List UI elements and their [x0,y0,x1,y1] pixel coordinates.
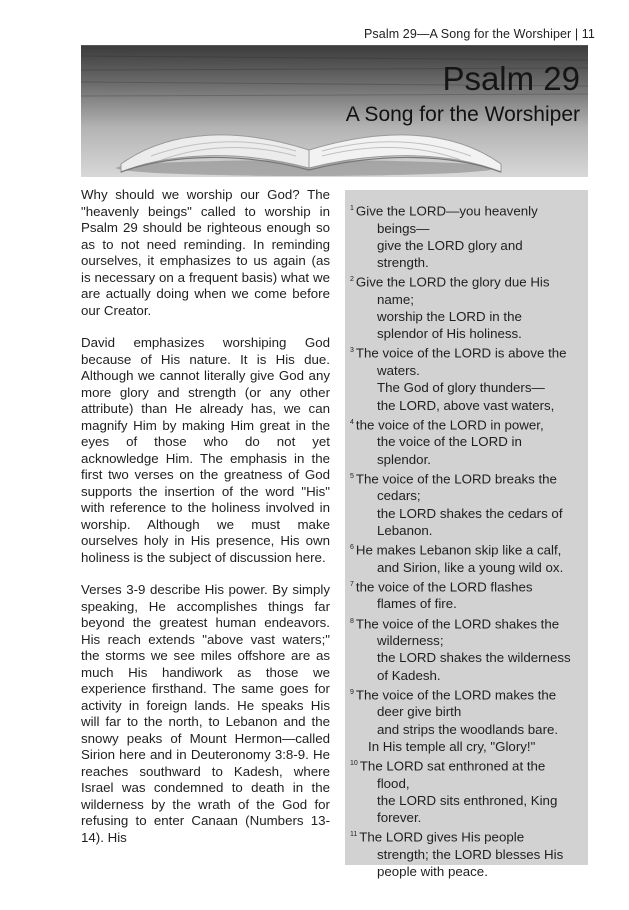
psalm-verses [350,200,586,880]
psalm-line [350,237,586,254]
psalm-line [350,684,586,704]
verse-text: Lebanon. [377,522,433,538]
psalm-line [350,220,586,237]
commentary-paragraph: Verses 3-9 describe His power. By simply speaking, He accomplishes things far beyond the greatest human endeavors. His reach extends "above vast waters;" the storms we see miles offshore are as much His handiwork as those we experience firsthand. The same goes for activity in foreign lands. He speaks His will far to the north, to Lebanon and the snowy peaks of Mount Hermon—called Sirion here and in Deuteronomy 3:8-9. He reaches southward to Kadesh, where Israel was condemned to death in the wilderness by the wrath of the God for refusing to enter Canaan (Numbers 13-14). His [81,582,330,845]
psalm-line [350,613,586,633]
verse-text: worship the LORD in the [377,309,522,325]
verse-text: the voice of the LORD in power, [355,417,544,433]
page-subtitle: A Song for the Worshiper [345,103,580,126]
verse-text: splendor. [377,451,431,467]
psalm-line [350,414,586,434]
psalm-line [350,451,586,468]
psalm-line [350,539,586,559]
verse-text: splendor of His holiness. [377,326,522,342]
verse-text: the LORD, above vast waters, [377,397,555,413]
verse-text: waters. [377,363,420,379]
verse-number: 5 [350,472,354,480]
verse-text: wilderness; [377,633,444,649]
verse-text: the LORD shakes the cedars of [377,505,563,521]
psalm-line [350,846,586,863]
psalm-line [350,703,586,720]
psalm-line [350,826,586,846]
commentary-paragraph: David emphasizes worshiping God because of His nature. It is His due. Although we cannot literally give God any more glory and strength (or any other attribute) than He already has, we can magnify Him by making Him great in the eyes of those who do not yet acknowledge Him. The emphasis in the first two verses on the greatness of God supports the insertion of the word "His" with reference to the holiness involved in worship. Although we must make ourselves holy in His presence, His own holiness is the subject of discussion here. [81,335,330,565]
verse-text: The voice of the LORD breaks the [355,471,557,487]
verse-number: 4 [350,418,354,426]
verse-text: The LORD sat enthroned at the [359,758,546,774]
psalm-line [350,649,586,666]
psalm-line [350,362,586,379]
verse-text: name; [377,291,414,307]
psalm-line [350,522,586,539]
psalm-line [350,559,586,576]
psalm-line [350,775,586,792]
commentary-column [81,187,330,862]
psalm-line [350,667,586,684]
psalm-line [350,254,586,271]
psalm-line [350,271,586,291]
psalm-line [350,433,586,450]
psalm-line [350,632,586,649]
psalm-line [350,576,586,596]
verse-number: 8 [350,617,354,625]
psalm-line [350,755,586,775]
page-title: Psalm 29 [442,60,580,97]
psalm-line [350,325,586,342]
psalm-line [350,397,586,414]
verse-text: cedars; [377,488,421,504]
psalm-line [350,487,586,504]
verse-text: and strips the woodlands bare. [377,721,559,737]
running-head: Psalm 29—A Song for the Worshiper | 11 [363,27,595,41]
verse-text: the LORD sits enthroned, King [377,792,558,808]
verse-text: The God of glory thunders— [377,380,545,396]
verse-text: In His temple all cry, "Glory!" [368,738,536,754]
verse-number: 1 [350,205,354,212]
verse-text: the LORD shakes the wilderness [377,650,571,666]
psalm-line [350,308,586,325]
banner [81,46,588,177]
verse-text: The voice of the LORD makes the [355,687,557,703]
verse-text: and Sirion, like a young wild ox. [377,559,564,575]
commentary-paragraph: Why should we worship our God? The "heavenly beings" called to worship in Psalm 29 should be righteous enough so as to not need reminding. In reminding ourselves, it emphasizes to us again (as is necessary on a frequent basis) what we are actually doing when we come before our Creator. [81,187,330,318]
verse-text: The LORD gives His people [359,829,525,845]
verse-text: give the LORD glory and [377,237,523,253]
psalm-line [350,721,586,738]
verse-number: 11 [350,831,358,839]
verse-text: Give the LORD—you heavenly [355,203,538,219]
psalm-line [350,863,586,880]
verse-text: of Kadesh. [377,667,441,683]
verse-text: deer give birth [377,704,462,720]
verse-number: 9 [350,688,354,696]
verse-text: strength. [377,255,429,271]
psalm-line [350,291,586,308]
verse-text: strength; the LORD blesses His [377,846,564,862]
psalm-line [350,809,586,826]
verse-number: 6 [350,543,354,551]
verse-text: the voice of the LORD flashes [355,579,533,595]
psalm-line [350,595,586,612]
verse-number: 2 [350,276,354,284]
psalm-line [350,738,586,755]
verse-text: beings— [377,220,430,236]
verse-text: Give the LORD the glory due His [355,274,550,290]
psalm-line [350,379,586,396]
verse-text: flames of fire. [377,596,457,612]
psalm-line [350,468,586,488]
verse-number: 3 [350,347,354,355]
verse-text: people with peace. [377,864,488,880]
verse-text: the voice of the LORD in [377,434,522,450]
verse-text: forever. [377,810,422,826]
verse-number: 7 [350,580,354,588]
verse-text: The voice of the LORD is above the [355,345,567,361]
psalm-line [350,792,586,809]
verse-number: 10 [350,760,358,768]
verse-text: He makes Lebanon skip like a calf, [355,542,562,558]
psalm-line [350,200,586,220]
psalm-line [350,505,586,522]
verse-text: The voice of the LORD shakes the [355,616,560,632]
psalm-line [350,342,586,362]
verse-text: flood, [377,775,410,791]
